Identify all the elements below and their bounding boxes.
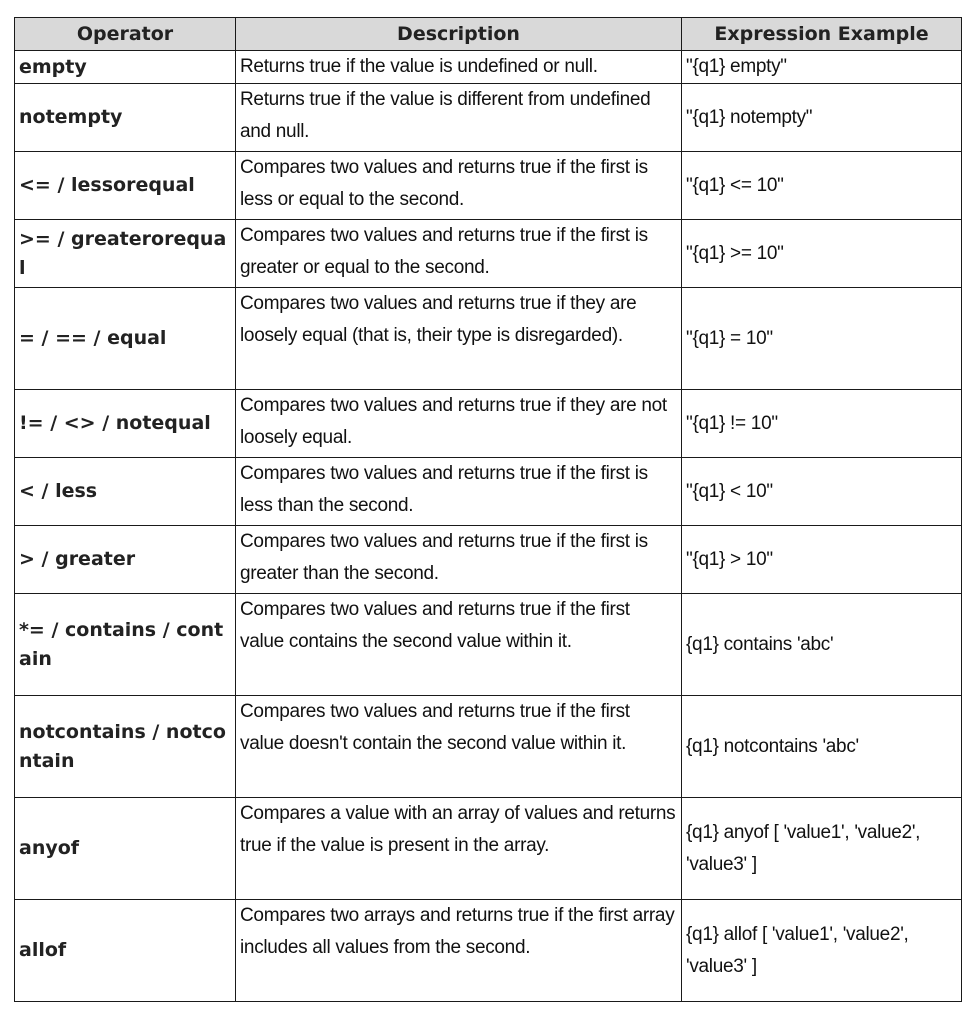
operator-cell: >= / greaterorequal [15,220,236,288]
example-cell: "{q1} < 10" [682,458,962,526]
table-row [15,220,962,288]
description-cell: Compares two values and returns true if they are loosely equal (that is, their type is disregarded). [236,288,682,390]
operator-cell: anyof [15,798,236,900]
table-row [15,458,962,526]
operator-cell: > / greater [15,526,236,594]
example-cell: "{q1} <= 10" [682,152,962,220]
table-row [15,84,962,152]
description-cell: Returns true if the value is different from undefined and null. [236,84,682,152]
description-cell: Compares a value with an array of values and returns true if the value is present in the array. [236,798,682,900]
description-cell: Compares two values and returns true if the first value contains the second value within it. [236,594,682,696]
example-cell: "{q1} notempty" [682,84,962,152]
operator-cell: notcontains / notcontain [15,696,236,798]
example-cell: {q1} contains 'abc' [682,594,962,696]
description-cell: Compares two values and returns true if the first is less than the second. [236,458,682,526]
description-cell: Compares two arrays and returns true if the first array includes all values from the second. [236,900,682,1002]
example-cell: "{q1} >= 10" [682,220,962,288]
table-row [15,594,962,696]
example-cell: {q1} notcontains 'abc' [682,696,962,798]
table-row [15,288,962,390]
example-cell: "{q1} != 10" [682,390,962,458]
example-cell: {q1} anyof [ 'value1', 'value2', 'value3' ] [682,798,962,900]
operator-cell: < / less [15,458,236,526]
table-row [15,51,962,84]
header-description: Description [236,18,682,51]
description-cell: Compares two values and returns true if the first is greater or equal to the second. [236,220,682,288]
description-cell: Returns true if the value is undefined or null. [236,51,682,84]
description-cell: Compares two values and returns true if the first is less or equal to the second. [236,152,682,220]
example-cell: "{q1} > 10" [682,526,962,594]
operator-cell: <= / lessorequal [15,152,236,220]
description-cell: Compares two values and returns true if the first is greater than the second. [236,526,682,594]
table-row [15,696,962,798]
table-row [15,152,962,220]
operator-cell: notempty [15,84,236,152]
description-cell: Compares two values and returns true if they are not loosely equal. [236,390,682,458]
description-cell: Compares two values and returns true if the first value doesn't contain the second value within it. [236,696,682,798]
table-row [15,526,962,594]
example-cell: "{q1} empty" [682,51,962,84]
table-row [15,390,962,458]
header-expression-example: Expression Example [682,18,962,51]
operators-table [14,17,962,1002]
example-cell: "{q1} = 10" [682,288,962,390]
operator-cell: empty [15,51,236,84]
operator-cell: != / <> / notequal [15,390,236,458]
operator-cell: *= / contains / contain [15,594,236,696]
operator-cell: = / == / equal [15,288,236,390]
table-header-row [15,18,962,51]
example-cell: {q1} allof [ 'value1', 'value2', 'value3' ] [682,900,962,1002]
table-row [15,900,962,1002]
header-operator: Operator [15,18,236,51]
table-row [15,798,962,900]
operator-cell: allof [15,900,236,1002]
